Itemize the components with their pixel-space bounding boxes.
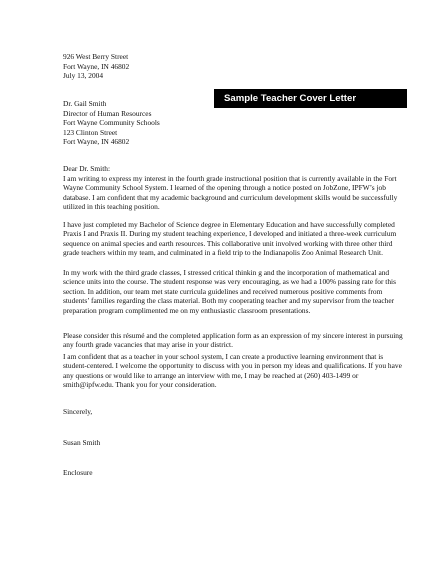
recipient-street: 123 Clinton Street: [63, 127, 118, 137]
closing: Sincerely,: [63, 407, 93, 416]
body-paragraph-1: I am writing to express my interest in the fourth grade instructional position that is currently available in the Fort Wayne Community School System. I learned of the opening through a notice posted on JobZone, IPFW’s job database. I am confident that my academic background and curriculum development skills would be successfully utilized in this teaching position.: [63, 174, 398, 212]
enclosure-note: Enclosure: [63, 468, 93, 477]
body-paragraph-3: In my work with the third grade classes, I stressed critical thinkin g and the incorporation of mathematical and science units into the course. The student response was very encouraging, as we had a 100% passing rate for this section. In addition, our team met state curricula guidelines and received numerous positive comments from students’ families regarding the class material. Both my cooperating teacher and my supervisor from the teacher preparation program complimented me on my enthusiastic classroom presentations.: [63, 268, 396, 315]
sender-street: 926 West Berry Street: [63, 52, 129, 61]
recipient-organization: Fort Wayne Community Schools: [63, 118, 160, 127]
salutation: Dear Dr. Smith:: [63, 164, 111, 173]
recipient-title: Director of Human Resources: [63, 108, 152, 118]
recipient-city: Fort Wayne, IN 46802: [63, 137, 130, 146]
document-title-banner: Sample Teacher Cover Letter: [214, 89, 407, 108]
recipient-name: Dr. Gail Smith: [63, 99, 107, 108]
signature-name: Susan Smith: [63, 438, 101, 447]
letter-date: July 13, 2004: [63, 71, 104, 80]
sender-city: Fort Wayne, IN 46802: [63, 61, 130, 71]
body-paragraph-4: Please consider this résumé and the completed application form as an expression of my sincere interest in pursuing any fourth grade vacancies that may arise in your district.: [63, 331, 403, 350]
body-paragraph-2: I have just completed my Bachelor of Science degree in Elementary Education and have successfully completed Praxis I and Praxis II. During my student teaching experience, I developed and initiated a three-week curriculum sequence on animal species and earth resources. This collaborative unit involved working with three other third grade teachers within my team, and culminated in a field trip to the Indianapolis Zoo Animal Research Unit.: [63, 220, 397, 258]
body-paragraph-5: I am confident that as a teacher in your school system, I can create a productive learning environment that is student-centered. I welcome the opportunity to discuss with you in person my ideas and qualifications. If you have any questions or would like to arrange an interview with me, I may be reached at (260) 403-1499 or smith@ipfw.edu. Thank you for your consideration.: [63, 352, 402, 390]
